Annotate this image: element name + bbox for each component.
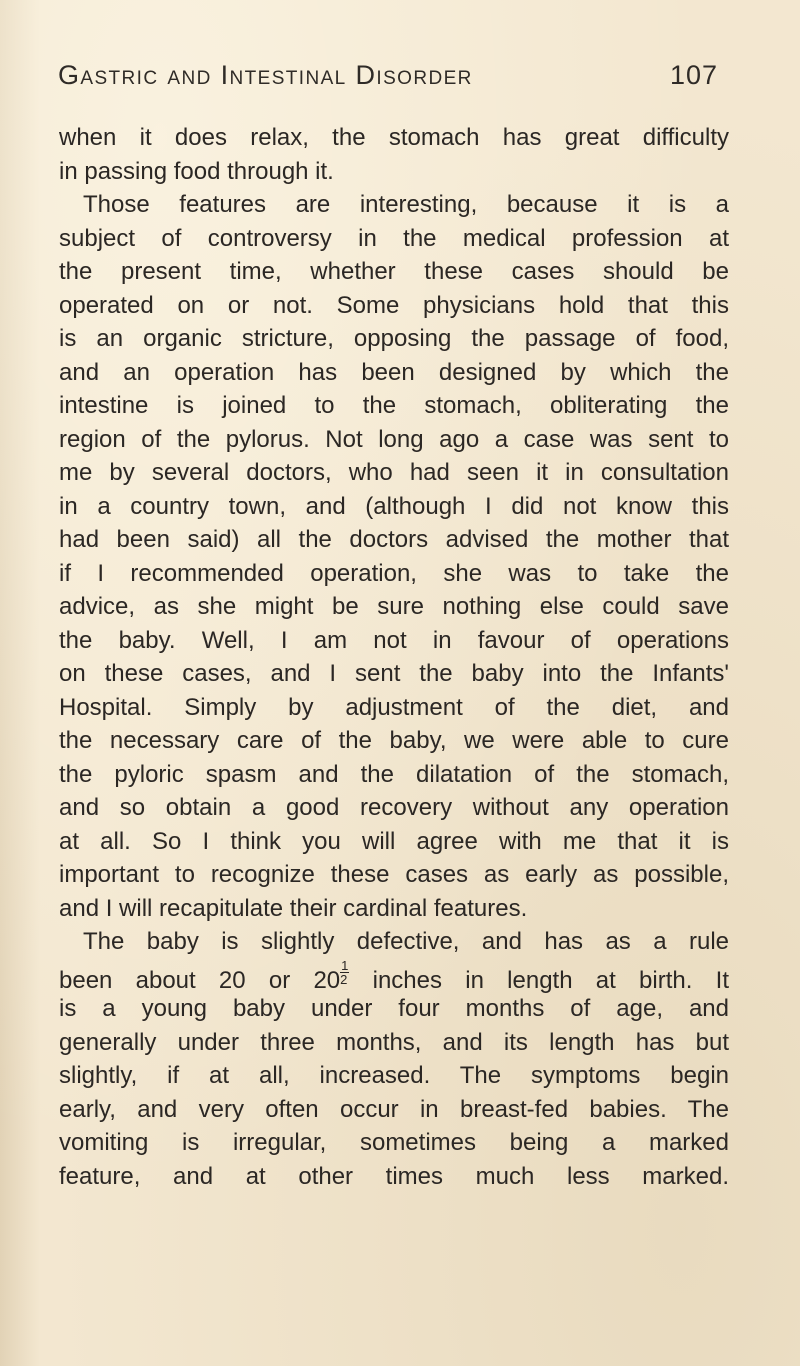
text-line: subject of controversy in the medical profession at — [59, 224, 729, 252]
text-line: in a country town, and (although I did not know this — [59, 492, 729, 520]
text-line: if I recommended operation, she was to take the — [59, 559, 729, 587]
text-line: in passing food through it. — [59, 157, 334, 185]
text-line: Hospital. Simply by adjustment of the diet, and — [59, 693, 729, 721]
line-text-after-fraction: inches in length at birth. It — [349, 966, 729, 994]
text-line: region of the pylorus. Not long ago a case was sent to — [59, 425, 729, 453]
line-text-before-fraction: been about 20 or 20 — [59, 966, 341, 994]
text-line: intestine is joined to the stomach, obliterating the — [59, 392, 729, 419]
fraction-one-half — [340, 959, 349, 986]
fraction-numerator: 1 — [341, 957, 349, 973]
text-line: the pyloric spasm and the dilatation of the stomach, — [59, 760, 729, 788]
page-number: 107 — [669, 60, 718, 90]
text-line: at all. So I think you will agree with me that it is — [59, 827, 729, 855]
text-line: the necessary care of the baby, we were able to cure — [59, 727, 729, 754]
text-line: feature, and at other times much less marked. — [59, 1162, 729, 1190]
text-line: generally under three months, and its length has but — [59, 1028, 729, 1056]
running-title: Gastric and Intestinal Disorder — [58, 60, 473, 90]
paragraph-start-line: Those features are interesting, because it is a — [83, 191, 729, 218]
text-line: me by several doctors, who had seen it in consultation — [59, 459, 729, 486]
text-line: and an operation has been designed by which the — [59, 358, 729, 386]
running-head — [58, 60, 718, 104]
text-line: and I will recapitulate their cardinal features. — [59, 894, 528, 922]
text-line: advice, as she might be sure nothing else could save — [59, 593, 729, 620]
body-text — [59, 121, 729, 1193]
text-line: important to recognize these cases as early as possible, — [59, 861, 729, 888]
text-line: slightly, if at all, increased. The symptoms begin — [59, 1062, 729, 1089]
paragraph-start-line: The baby is slightly defective, and has as a rule — [83, 928, 729, 955]
text-line: had been said) all the doctors advised the mother that — [59, 526, 729, 553]
text-line: when it does relax, the stomach has great difficulty — [59, 124, 729, 151]
text-line-with-fraction — [59, 959, 729, 993]
text-line: the baby. Well, I am not in favour of operations — [59, 626, 729, 654]
text-line: the present time, whether these cases should be — [59, 258, 729, 285]
text-line: and so obtain a good recovery without any operation — [59, 794, 729, 821]
text-line: is an organic stricture, opposing the passage of food, — [59, 325, 729, 352]
text-line: operated on or not. Some physicians hold that this — [59, 291, 729, 319]
text-line: early, and very often occur in breast-fed babies. The — [59, 1095, 729, 1123]
text-line: is a young baby under four months of age, and — [59, 995, 729, 1022]
text-line: vomiting is irregular, sometimes being a marked — [59, 1129, 729, 1156]
fraction-denominator: 2 — [340, 971, 348, 987]
text-line: on these cases, and I sent the baby into the Infants' — [59, 660, 729, 687]
